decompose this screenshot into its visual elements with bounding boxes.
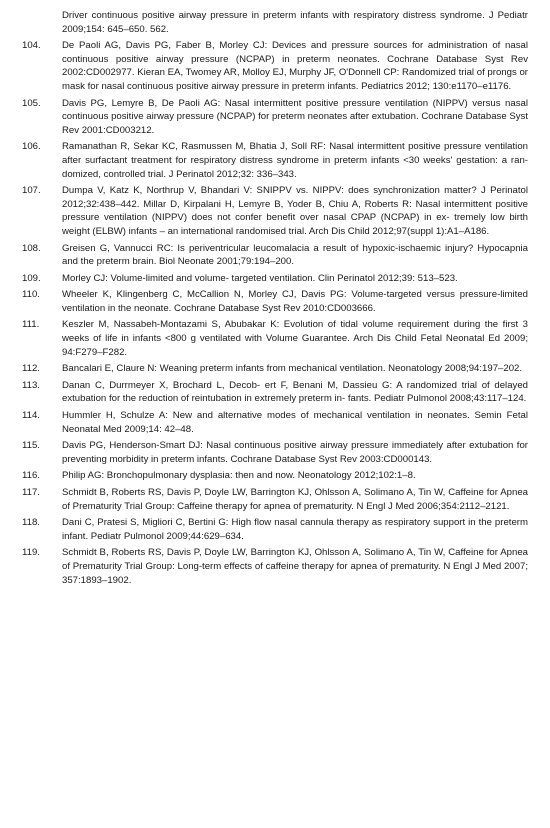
reference-text: Morley CJ: Volume-limited and volume- targeted ventilation. Clin Perinatol 2012;39: 513–523. — [62, 272, 458, 284]
reference-entry-115 — [22, 439, 528, 466]
reference-text: Philip AG: Bronchopulmonary dysplasia: then and now. Neonatology 2012;102:1–8. — [62, 470, 416, 482]
reference-list — [22, 9, 528, 590]
reference-number: 119. — [22, 547, 40, 559]
reference-number: 104. — [22, 40, 41, 52]
reference-number: 111. — [22, 319, 40, 331]
reference-number: 115. — [22, 440, 40, 452]
reference-number: 107. — [22, 185, 41, 197]
reference-text: Driver continuous positive airway pressure in preterm infants with respiratory distress syndrome. J Pediatr 2009;154: 645–650. 562. — [62, 10, 528, 35]
reference-number: 112. — [22, 363, 40, 375]
reference-entry-114 — [22, 409, 528, 436]
reference-entry-107 — [22, 184, 528, 238]
reference-entry-105 — [22, 97, 528, 138]
reference-text: Greisen G, Vannucci RC: Is periventricular leucomalacia a result of hypoxic-ischaemic injury? Hypocapnia and the preterm brain. Biol Neonate 2001;79:194–200. — [62, 242, 528, 268]
reference-number: 118. — [22, 517, 40, 529]
reference-text: Wheeler K, Klingenberg C, McCallion N, Morley CJ, Davis PG: Volume-targeted versus pressure-limited ventilation in the neonate. Cochrane Database Syst Rev 2010:CD003666. — [62, 289, 528, 314]
reference-number: 108. — [22, 242, 41, 254]
reference-number: 109. — [22, 272, 41, 284]
reference-entry-113 — [22, 379, 528, 406]
reference-number: 114. — [22, 410, 40, 422]
reference-entry-112 — [22, 362, 528, 376]
reference-number: 116. — [22, 470, 40, 482]
reference-entry-119 — [22, 546, 528, 587]
reference-text: Schmidt B, Roberts RS, Davis P, Doyle LW, Barrington KJ, Ohlsson A, Solimano A, Tin W, Caffeine for Apnea of Prematurity Trial Group: Long-term effects of caffeine therapy for apnea of prematurity. N Engl J Med 2007; 357:1893–1902. — [62, 547, 528, 586]
reference-text: Ramanathan R, Sekar KC, Rasmussen M, Bhatia J, Soll RF: Nasal intermittent positive pressure ventilation after surfactant treatment for respiratory distress syndrome in preterm infants <30 weeks' gestation: a ran- domized, controlled trial. J Perinatol 2012;32: 336–343. — [62, 141, 528, 180]
reference-number: 117. — [22, 487, 40, 498]
reference-text: Keszler M, Nassabeh-Montazami S, Abubakar K: Evolution of tidal volume requirement during the first 3 weeks of life in infants <800 g ventilated with Volume Guarantee. Arch Dis Child Fetal Neonatal Ed 2009; 94:F279–F282. — [62, 319, 528, 358]
reference-text: Bancalari E, Claure N: Weaning preterm infants from mechanical ventilation. Neonatology 2008;94:197–202. — [62, 363, 523, 375]
reference-entry-106 — [22, 140, 528, 181]
reference-entry-109 — [22, 272, 528, 286]
reference-entry-continued — [22, 9, 528, 36]
reference-text: Danan C, Durrmeyer X, Brochard L, Decob- ert F, Benani M, Dassieu G: A randomized trial of delayed extubation for the reduction of reintubation in extremely preterm in- fants. Pediatr Pulmonol 2008;43:117–124. — [62, 379, 528, 405]
reference-number: 113. — [22, 379, 40, 391]
reference-text: Dani C, Pratesi S, Migliori C, Bertini G: High flow nasal cannula therapy as respiratory support in the preterm infant. Pediatr Pulmonol 2009;44:629–634. — [62, 517, 528, 542]
reference-entry-111 — [22, 318, 528, 359]
reference-entry-118 — [22, 516, 528, 543]
reference-entry-116 — [22, 469, 528, 483]
reference-entry-110 — [22, 288, 528, 315]
reference-text: Davis PG, Lemyre B, De Paoli AG: Nasal intermittent positive pressure ventilation (NIPPV) versus nasal continuous positive airway pressure (NCPAP) for preterm neonates after extubation. Cochrane Database Syst Rev 2001:CD003212. — [62, 97, 528, 136]
reference-text: Hummler H, Schulze A: New and alternative modes of mechanical ventilation in neonates. Semin Fetal Neonatal Med 2009;14: 42–48. — [62, 410, 528, 435]
reference-entry-117 — [22, 486, 528, 513]
reference-text: Dumpa V, Katz K, Northrup V, Bhandari V: SNIPPV vs. NIPPV: does synchronization matter? J Perinatol 2012;32:438–442. Millar D, Kirpalani H, Lemyre B, Yoder B, Chiu A, Roberts R: Nasal intermittent positive pressure ventilation (NIPPV) does not confer benefit over nasal CPAP (NCPAP) in ex- tremely low birth weight (ELBW) infants – an international randomised trial. Arch Dis Child 2012;97(suppl 1):A1–A186. — [62, 185, 528, 237]
reference-number: 106. — [22, 141, 41, 153]
reference-number: 110. — [22, 289, 40, 301]
reference-number: 105. — [22, 97, 41, 109]
reference-entry-104 — [22, 39, 528, 93]
reference-text: Schmidt B, Roberts RS, Davis P, Doyle LW, Barrington KJ, Ohlsson A, Solimano A, Tin W, Caffeine for Apnea of Prematurity Trial Group: Caffeine therapy for apnea of prematurity. N Engl J Med 2006;354:2112–2121. — [62, 487, 528, 512]
reference-entry-108 — [22, 242, 528, 269]
reference-text: De Paoli AG, Davis PG, Faber B, Morley CJ: Devices and pressure sources for administration of nasal continuous positive airway pressure (NCPAP) in preterm neonates. Cochrane Database Syst Rev 2002:CD002977. Kieran EA, Twomey AR, Molloy EJ, Murphy JF, O'Donnell CP: Randomized trial of prongs or mask for nasal continuous positive airway pressure in preterm infants. Pediatrics 2012; 130:e1170–e1176. — [62, 40, 528, 92]
reference-text: Davis PG, Henderson-Smart DJ: Nasal continuous positive airway pressure immediately after extubation for preventing morbidity in preterm infants. Cochrane Database Syst Rev 2003:CD000143. — [62, 440, 528, 465]
